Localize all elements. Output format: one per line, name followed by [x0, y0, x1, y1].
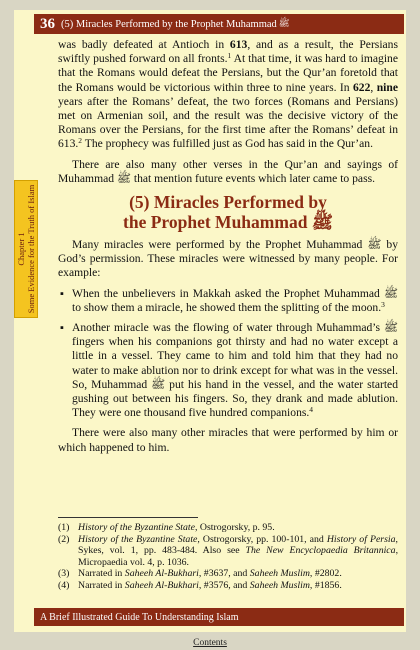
- footnotes: [58, 522, 398, 592]
- footnote-ref-4[interactable]: 4: [309, 405, 314, 415]
- paragraph-future-events: There are also many other verses in the Qur’an and sayings of Muhammad ﷺ that mention future events which later came to pass.: [58, 157, 398, 185]
- footer-title: A Brief Illustrated Guide To Understanding Islam: [40, 611, 239, 623]
- list-item: ▪ When the unbelievers in Makkah asked the Prophet Muhammad ﷺ to show them a miracle, he showed them the splitting of the moon.$^3$: [72, 287, 398, 315]
- footnote-1: (1) History of the Byzantine State, Ostrogorsky, p. 95.: [58, 522, 275, 533]
- side-tab-chapter: Chapter 1: [16, 232, 26, 266]
- pbuh-seal-icon: ﷺ: [278, 18, 290, 28]
- paragraph-other-miracles: There were also many other miracles that were performed by him or which happened to him.: [58, 426, 398, 454]
- side-tab-chapter-title: Some Evidence for the Truth of Islam: [26, 184, 36, 314]
- page-header-bar: [34, 14, 404, 34]
- page-body: [58, 38, 398, 461]
- footnote-ref-3[interactable]: 3: [381, 299, 385, 309]
- list-item: ▪ Another miracle was the flowing of water through Muhammad’s ﷺ fingers when his companions got thirsty and had no water except a little in a vessel. They came to him and told him that they had no water to make ablution nor to drink except for what was in the vessel. So, Muhammad ﷺ put his hand in the vessel, and the water started gushing out between his fingers. So, they drank and made ablution. They were one thousand five hundred companions.$^4$: [72, 321, 398, 420]
- paragraph-romans: was badly defeated at Antioch in 613, and as a result, the Persians swiftly pushed forward on all fronts.$^1$ At that time, it was hard to imagine that the Romans would defeat the Persians, but the Qur’an foretold that the Romans would be victorious within three to nine years. In 622, nine years after the Romans’ defeat, the two forces (Romans and Persians) met on Armenian soil, and the result was the decisive victory of the Romans over the Persians, for the first time after the Romans’ defeat in 613.$^2$ The prophecy was fulfilled just as God has said in the Qur’an.: [58, 38, 398, 151]
- contents-link[interactable]: Contents: [193, 638, 227, 648]
- contents-nav: [0, 638, 420, 648]
- miracles-list: [58, 287, 398, 421]
- footnote-ref-2[interactable]: 2: [78, 136, 83, 146]
- chapter-side-tab[interactable]: [14, 180, 38, 318]
- page-footer-bar: [34, 608, 404, 626]
- footnote-2: (2) History of the Byzantine State, Ostrogorsky, pp. 100-101, and History of Persia, Sykes, vol. 1, pp. 483-484. Also see The New Encyclopaedia Britannica, Micropaedia vol. 4, p. 1036.: [58, 533, 399, 568]
- paragraph-miracles-intro: Many miracles were performed by the Prophet Muhammad ﷺ by God’s permission. These miracles were witnessed by many people. For example:: [58, 238, 398, 280]
- header-title: (5) Miracles Performed by the Prophet Muhammad: [61, 18, 277, 30]
- footnote-4: (4) Narrated in Saheeh Al-Bukhari, #3576, and Saheeh Muslim, #1856.: [58, 579, 342, 591]
- section-heading: (5) Miracles Performed by the Prophet Muhammad ﷺ: [123, 192, 333, 233]
- footnote-ref-1[interactable]: 1: [227, 51, 232, 61]
- book-page: [14, 10, 406, 632]
- footnote-3: (3) Narrated in Saheeh Al-Bukhari, #3637, and Saheeh Muslim, #2802.: [58, 568, 342, 580]
- page-number: 36: [40, 15, 55, 32]
- footnote-divider: [58, 517, 198, 518]
